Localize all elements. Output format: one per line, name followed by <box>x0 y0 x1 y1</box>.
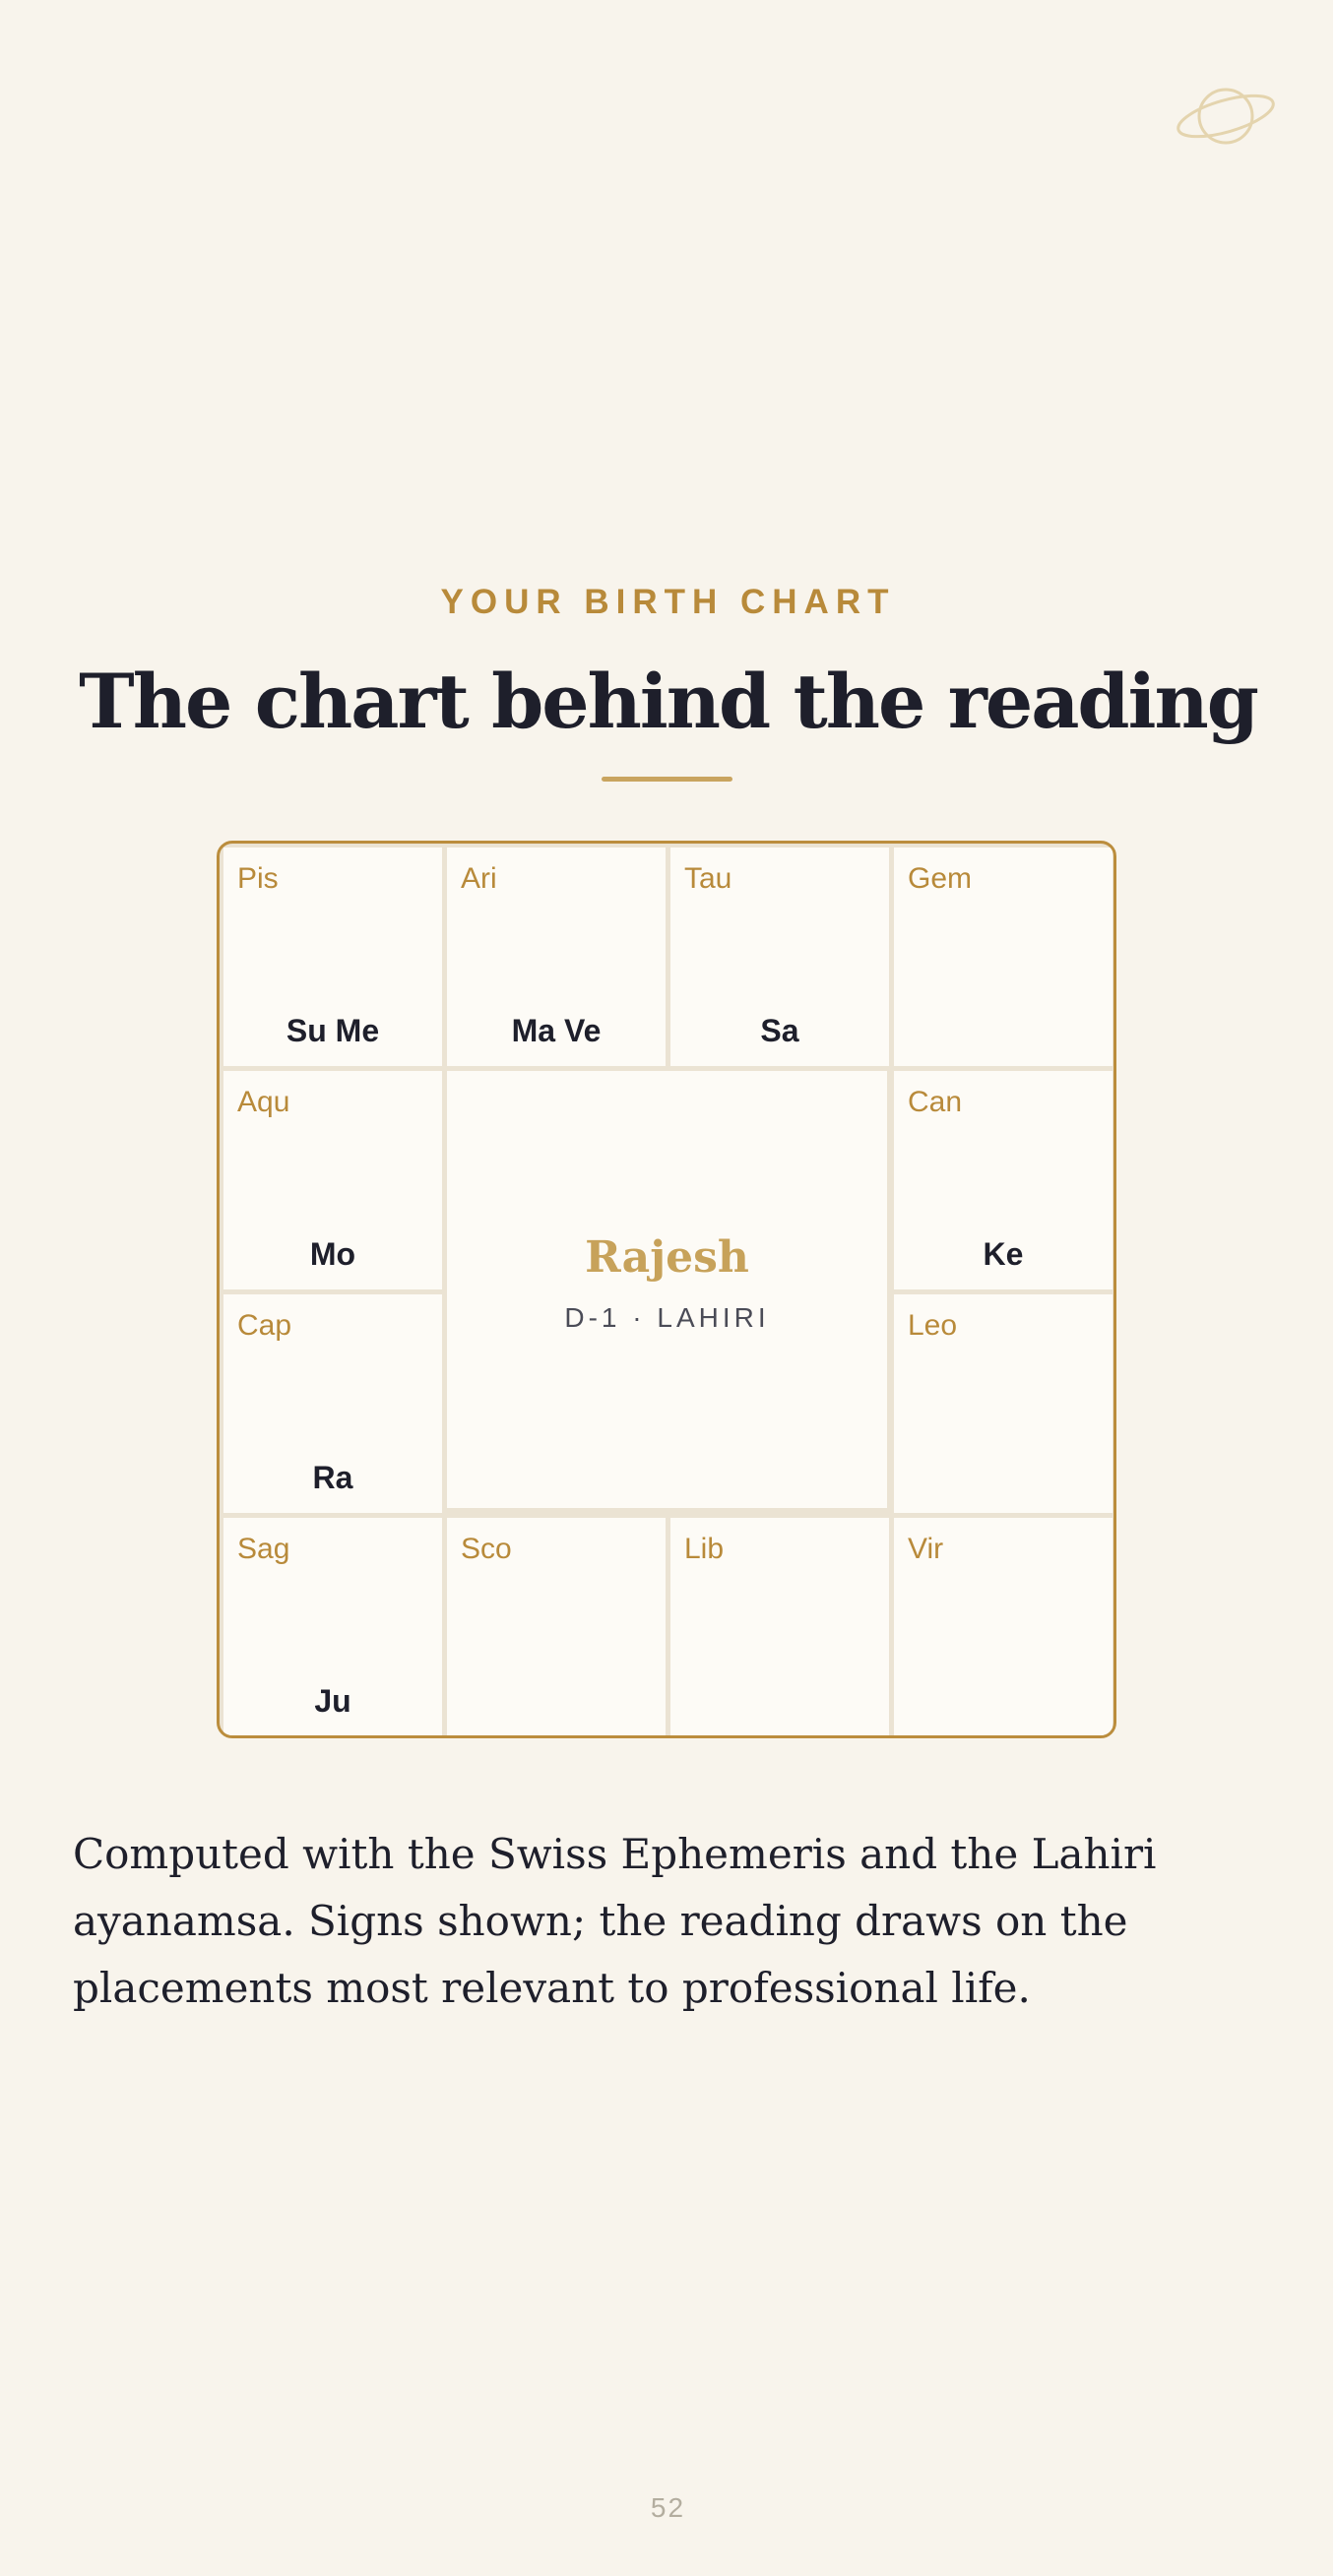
house-planets: Su Me <box>286 1013 380 1048</box>
title-underline <box>602 777 732 782</box>
house-sign-label: Gem <box>908 862 973 895</box>
house-planets: Mo <box>309 1236 356 1272</box>
house-sign-label: Sag <box>237 1533 290 1565</box>
chart-house-cancer <box>894 1071 1113 1289</box>
chart-description: Computed with the Swiss Ephemeris and the Lahiri ayanamsa. Signs shown; the reading draws on the placements most relevant to professional life. <box>73 1830 1157 2012</box>
chart-house-leo <box>894 1294 1113 1513</box>
house-planets: Ju <box>314 1683 351 1719</box>
chart-house-scorpio <box>447 1518 666 1736</box>
house-sign-label: Ari <box>461 862 497 895</box>
house-sign-label: Lib <box>684 1533 725 1565</box>
section-eyebrow: YOUR BIRTH CHART <box>440 583 896 621</box>
planet-ring-icon <box>1172 81 1280 152</box>
house-sign-label: Tau <box>684 862 732 895</box>
house-sign-label: Vir <box>908 1533 944 1565</box>
chart-house-gemini <box>894 848 1113 1066</box>
house-sign-label: Can <box>908 1086 963 1118</box>
chart-house-virgo <box>894 1518 1113 1736</box>
chart-house-aries <box>447 848 666 1066</box>
house-sign-label: Aqu <box>237 1086 290 1118</box>
chart-house-sagittarius <box>223 1518 442 1736</box>
chart-house-pisces <box>223 848 442 1066</box>
house-planets: Ma Ve <box>511 1013 602 1048</box>
house-sign-label: Cap <box>237 1309 292 1342</box>
birth-chart <box>217 841 1116 1738</box>
page-number: 52 <box>650 2492 686 2523</box>
chart-house-capricorn <box>223 1294 442 1513</box>
house-sign-label: Sco <box>461 1533 512 1565</box>
page-title: The chart behind the reading <box>79 658 1257 745</box>
house-planets: Sa <box>760 1013 799 1048</box>
house-planets: Ra <box>312 1460 353 1495</box>
chart-owner-name: Rajesh <box>585 1232 749 1283</box>
chart-house-taurus <box>670 848 889 1066</box>
house-planets: Ke <box>983 1236 1024 1272</box>
house-sign-label: Leo <box>908 1309 958 1342</box>
house-sign-label: Pis <box>237 862 279 895</box>
chart-subtitle: D-1 · LAHIRI <box>564 1302 770 1333</box>
chart-house-aquarius <box>223 1071 442 1289</box>
chart-house-libra <box>670 1518 889 1736</box>
chart-center <box>447 1071 887 1508</box>
